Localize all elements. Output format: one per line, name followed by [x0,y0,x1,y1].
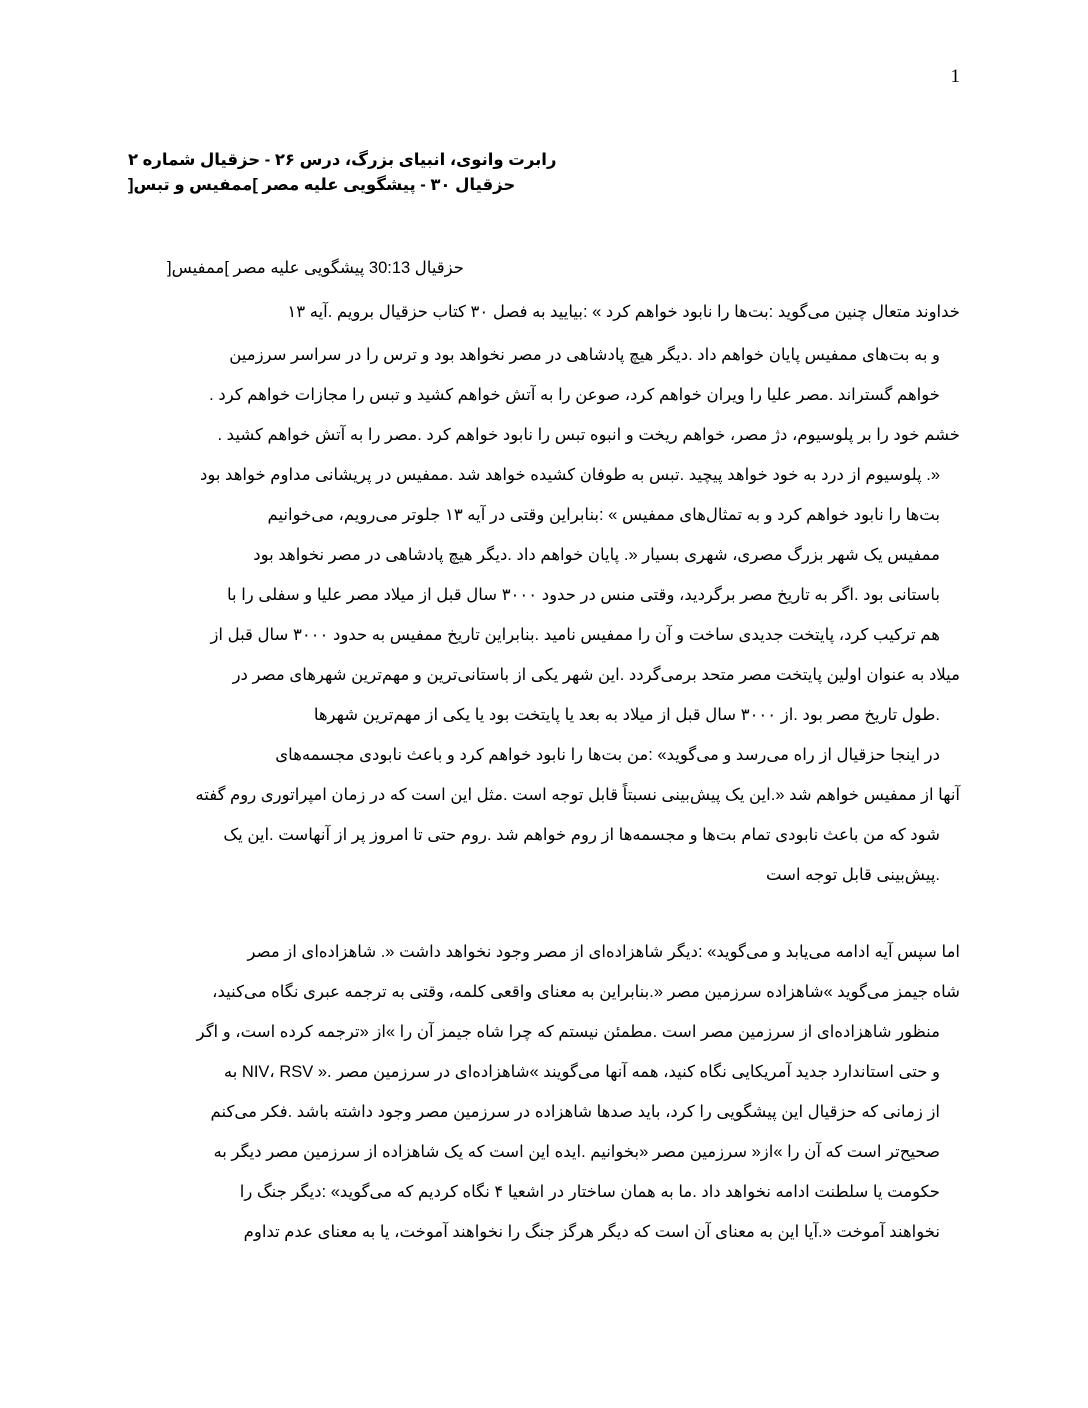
paragraph-line: «. پلوسیوم از درد به خود خواهد پیچید .تبس به طوفان کشیده خواهد شد .ممفیس در پریشانی مداوم خواهد بود [200,466,940,484]
paragraph-line: هم ترکیب کرد، پایتخت جدیدی ساخت و آن را ممفیس نامید .بنابراین تاریخ ممفیس به حدود ۳۰۰۰ سال قبل از [210,626,940,644]
paragraph-line: .پیش‌بینی قابل توجه است [765,866,940,884]
paragraph-line: .طول تاریخ مصر بود .از ۳۰۰۰ سال قبل از میلاد به بعد یا پایتخت بود یا یکی از مهم‌ترین شهرها [313,706,940,724]
page-number: 1 [950,66,960,87]
paragraph-line: باستانی بود .اگر به تاریخ مصر برگردید، وقتی منس در حدود ۳۰۰۰ سال قبل از میلاد مصر علیا و سفلی را با [226,586,940,604]
paragraph-line: آنها از ممفیس خواهم شد «.این یک پیش‌بینی نسبتاً قابل توجه است .مثل این است که در زمان امپراتوری روم گفته [195,786,960,804]
paragraph-line: و به بت‌های ممفیس پایان خواهم داد .دیگر هیچ پادشاهی در مصر نخواهد بود و ترس را در سراسر سرزمین [229,346,940,364]
paragraph-line: خشم خود را بر پلوسیوم، دژ مصر، خواهم ریخت و انبوه تبس را نابود خواهم کرد .مصر را به آتش خواهم کشید . [217,426,960,444]
paragraph-line: ممفیس یک شهر بزرگ مصری، شهری بسیار «. پایان خواهم داد .دیگر هیچ پادشاهی در مصر نخواهد بود [253,546,940,564]
paragraph-line: بت‌ها را نابود خواهم کرد و به تمثال‌های ممفیس » :بنابراین وقتی در آیه ۱۳ جلوتر می‌رویم، می‌خوانیم [267,506,940,524]
paragraph-line: شود که من باعث نابودی تمام بت‌ها و مجسمه‌ها از روم خواهم شد .روم حتی تا امروز پر از آنهاست .این یک [223,826,940,844]
header-subtitle-line: حزقیال ۳۰ - پیشگویی علیه مصر ]ممفیس و تبس[ [128,176,516,194]
paragraph-line: شاه جیمز می‌گوید »شاهزاده سرزمین مصر «.بنابراین به معنای واقعی کلمه، وقتی به ترجمه عبری نگاه می‌کنید، [212,983,960,1001]
paragraph-line: خواهم گستراند .مصر علیا را ویران خواهم کرد، صوعن را به آتش خواهم کشید و تبس را مجازات خواهم کرد . [209,386,940,404]
header-title-line: رابرت وانوی، انبیای بزرگ، درس ۲۶ - حزقیال شماره ۲ [128,151,557,169]
section-title: حزقیال 30:13 پیشگویی علیه مصر ]ممفیس[ [167,259,464,277]
paragraph-line: در اینجا حزقیال از راه می‌رسد و می‌گوید» :من بت‌ها را نابود خواهم کرد و باعث نابودی مجسمه‌های [275,746,940,764]
paragraph-line: اما سپس آیه ادامه می‌یابد و می‌گوید» :دیگر شاهزاده‌ای از مصر وجود نخواهد داشت «. شاهزاده‌ای از مصر [247,943,960,961]
paragraph-line: نخواهند آموخت «.آیا این به معنای آن است که دیگر هرگز جنگ را نخواهند آموخت، یا به معنای عدم تداوم [243,1223,940,1241]
paragraph-line: صحیح‌تر است که آن را »از« سرزمین مصر «بخوانیم .ایده این است که یک شاهزاده از سرزمین مصر دیگر به [213,1143,940,1161]
paragraph-line: خداوند متعال چنین می‌گوید :بت‌ها را نابود خواهم کرد » :بیایید به فصل ۳۰ کتاب حزقیال برویم .آیه ۱۳ [287,303,960,321]
paragraph-line: میلاد به عنوان اولین پایتخت مصر متحد برمی‌گردد .این شهر یکی از باستانی‌ترین و مهم‌ترین شهرهای مصر در [232,666,960,684]
paragraph-line: از زمانی که حزقیال این پیشگویی را کرد، باید صدها شاهزاده در سرزمین مصر وجود داشته باشد .فکر می‌کنم [210,1103,940,1121]
paragraph-line: منظور شاهزاده‌ای از سرزمین مصر است .مطمئن نیستم که چرا شاه جیمز آن را »از «ترجمه کرده است، و اگر [196,1023,940,1041]
paragraph-line: حکومت یا سلطنت ادامه نخواهد داد .ما به همان ساختار در اشعیا ۴ نگاه کردیم که می‌گوید» :دیگر جنگ را [239,1183,940,1201]
paragraph-line: و حتی استاندارد جدید آمریکایی نگاه کنید، همه آنها می‌گویند »شاهزاده‌ای در سرزمین مصر .« NIV، RSV به [223,1063,940,1081]
document-header [128,148,578,198]
